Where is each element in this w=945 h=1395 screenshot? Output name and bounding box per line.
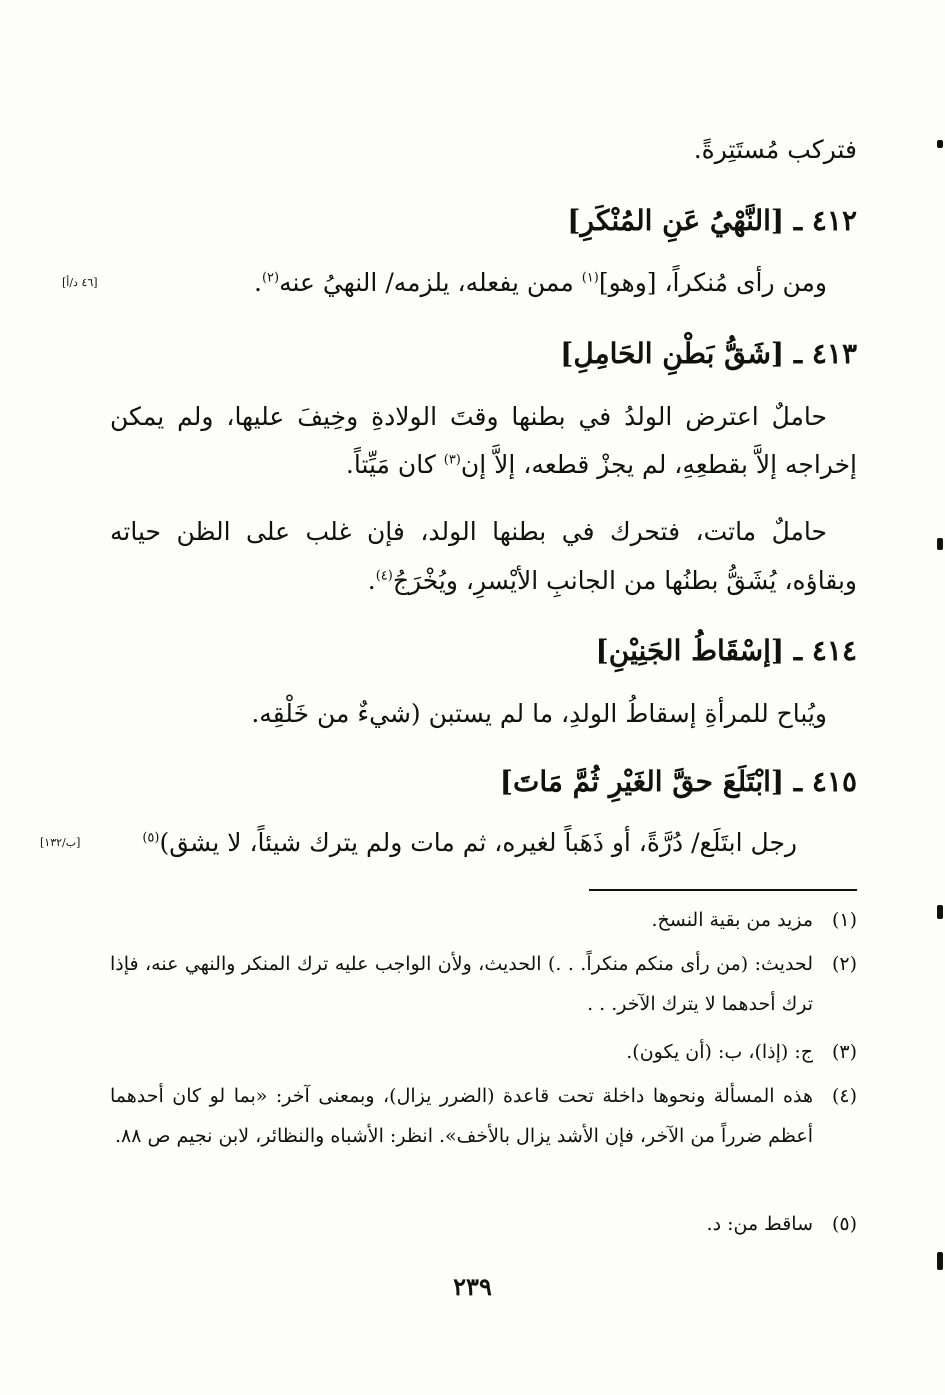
manuscript-folio-ref-2: [ب/١٣٢]: [40, 836, 81, 849]
footnote-number: (٤): [831, 1085, 857, 1107]
footnote-number: (٥): [831, 1213, 857, 1235]
footnote-1: [110, 900, 857, 940]
footnote-number: (٣): [831, 1041, 857, 1063]
text-line-intro: فتركب مُستَتِرةً.: [693, 135, 857, 164]
section-heading-415: ٤١٥ ـ [ابْتَلَعَ حقَّ الغَيْرِ ثُمَّ مَاتَ]: [499, 765, 857, 798]
scan-edge-mark: [937, 905, 943, 919]
footnote-ref-5[interactable]: (٥): [142, 830, 160, 846]
page-number: ٢٣٩: [453, 1272, 492, 1301]
paragraph-413a-line1: حاملٌ اعترض الولدُ في بطنها وقتَ الولادةِ وخِيفَ عليها، ولم يمكن: [110, 402, 827, 431]
footnote-text: مزيد من بقية النسخ.: [651, 909, 813, 931]
footnote-number: (١): [831, 909, 857, 931]
footnote-text: ساقط من: د.: [706, 1213, 813, 1235]
paragraph-413b-line2: وبقاؤه، يُشَقُّ بطنُها من الجانبِ الأيْسرِ، ويُخْرَجُ$^{(٤)}$.: [367, 566, 857, 595]
paragraph-415: رجل ابتَلَع/ دُرَّةً، أو ذَهَباً لغيره، ثم مات ولم يترك شيئاً، لا يشق)$^{(٥)}$: [142, 828, 797, 857]
footnote-3: [110, 1032, 857, 1072]
section-heading-412: ٤١٢ ـ [النَّهْيُ عَنِ المُنْكَرِ]: [567, 204, 857, 237]
scan-edge-mark: [937, 140, 943, 148]
paragraph-413a-line2: إخراجه إلاَّ بقطعِهِ، لم يجزْ قطعه، إلاَّ إن$^{(٣)}$ كان مَيِّتاً.: [345, 450, 857, 479]
paragraph-412: ومن رأى مُنكراً، [وهو]$^{(١)}$ ممن يفعله، يلزمه/ النهيُ عنه$^{(٢)}$.: [254, 268, 827, 297]
footnote-text: هذه المسألة ونحوها داخلة تحت قاعدة (الضرر يزال)، وبمعنى آخر: «بما لو كان أحدهما أعظم ضرراً من الآخر، فإن الأشد يزال بالأخف». انظر: الأشباه والنظائر، لابن نجيم ص ٨٨.: [110, 1085, 813, 1147]
footnote-5: [110, 1204, 857, 1244]
manuscript-folio-ref-1: [٤٦ د/أ]: [62, 276, 98, 289]
footnote-4: [110, 1076, 857, 1156]
footnote-text: ج: (إذا)، ب: (أن يكون).: [626, 1041, 813, 1063]
scan-edge-mark: [937, 538, 943, 550]
footnote-separator: [589, 889, 857, 891]
footnote-ref-3[interactable]: (٣): [443, 452, 461, 468]
footnote-number: (٢): [831, 953, 857, 975]
paragraph-413b-line1: حاملٌ ماتت، فتحرك في بطنها الولد، فإن غلب على الظن حياته: [110, 517, 827, 546]
section-heading-413: ٤١٣ ـ [شَقُّ بَطْنِ الحَامِلِ]: [560, 337, 857, 370]
footnote-text: لحديث: (من رأى منكم منكراً. . .) الحديث، ولأن الواجب عليه ترك المنكر والنهي عنه، فإذا ترك أحدهما لا يترك الآخر. . .: [110, 953, 813, 1015]
scan-edge-mark: [937, 1252, 943, 1270]
section-heading-414: ٤١٤ ـ [إسْقَاطُ الجَنِيْنِ]: [595, 634, 857, 667]
footnote-ref-2[interactable]: (٢): [261, 270, 280, 286]
footnote-ref-1[interactable]: (١): [581, 270, 599, 286]
footnote-2: [110, 944, 857, 1024]
footnote-ref-4[interactable]: (٤): [375, 568, 393, 584]
paragraph-414: ويُباح للمرأةِ إسقاطُ الولدِ، ما لم يستبن (شيءٌ من خَلْقِه.: [251, 699, 827, 728]
